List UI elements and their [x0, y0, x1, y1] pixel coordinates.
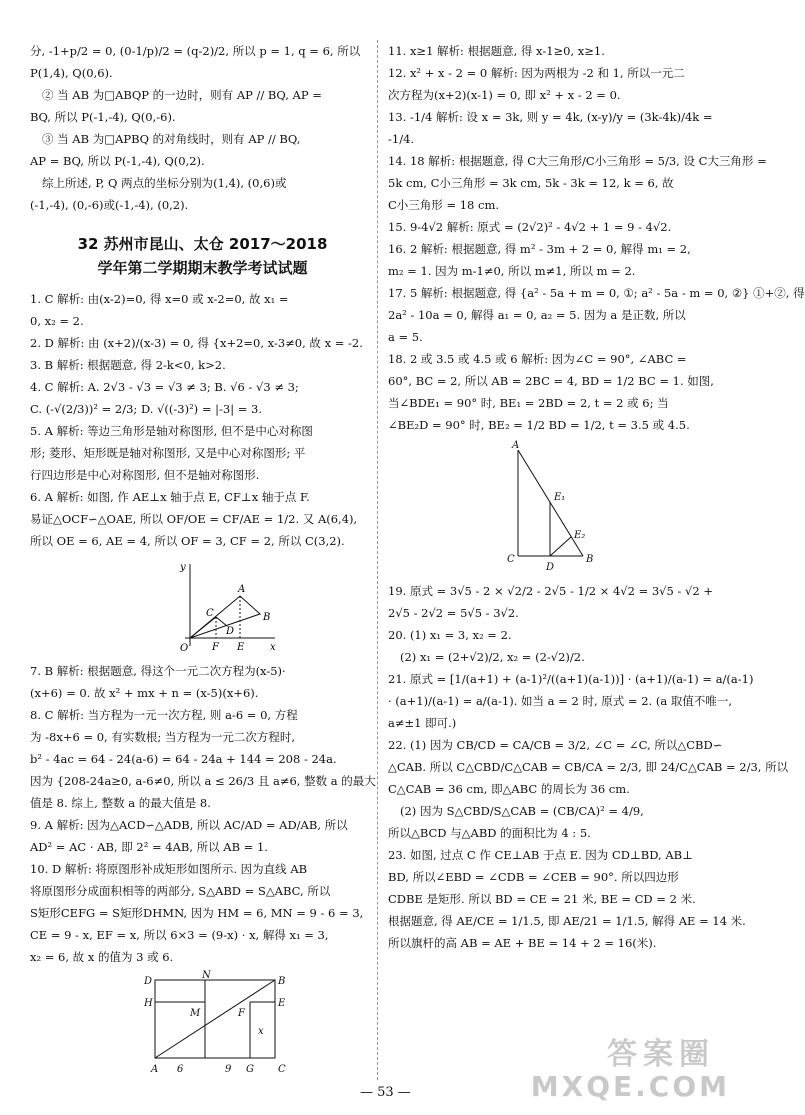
- fig2-label-H: H: [144, 998, 153, 1009]
- fig1-label-D: D: [226, 626, 235, 637]
- text-line: m₂ = 1. 因为 m-1≠0, 所以 m≠1, 所以 m = 2.: [388, 264, 636, 278]
- text-line: · (a+1)/(a-1) = a/(a-1). 如当 a = 2 时, 原式 = 2. (a 取值不唯一,: [388, 694, 732, 708]
- text-line: 将原图形分成面积相等的两部分, S△ABD = S△ABC, 所以: [30, 884, 331, 898]
- text-line: 7. B 解析: 根据题意, 得这个一元二次方程为(x-5)·: [30, 664, 286, 678]
- text-line: 0, x₂ = 2.: [30, 314, 84, 328]
- text-line: BQ, 所以 P(-1,-4), Q(0,-6).: [30, 110, 176, 124]
- text-line: 18. 2 或 3.5 或 4.5 或 6 解析: 因为∠C = 90°, ∠ABC =: [388, 352, 687, 366]
- right-block-1: [388, 40, 805, 436]
- watermark-url: MXQE.COM: [530, 1070, 730, 1103]
- text-line: (-1,-4), (0,-6)或(-1,-4), (0,2).: [30, 198, 189, 212]
- text-line: 形; 菱形、矩形既是轴对称图形, 又是中心对称图形; 平: [30, 446, 306, 460]
- text-line: 5k cm, C小三角形 = 3k cm, 5k - 3k = 12, k = 6, 故: [388, 176, 674, 190]
- left-block-1: [30, 40, 375, 216]
- fig1-label-O: O: [180, 643, 189, 654]
- left-block-2: [30, 288, 375, 552]
- text-line: 所以旗杆的高 AB = AE + BE = 14 + 2 = 16(米).: [388, 936, 657, 950]
- text-line: 19. 原式 = 3√5 - 2 × √2/2 - 2√5 - 1/2 × 4√2 = 3√5 - √2 +: [388, 584, 713, 598]
- fig2-label-9: 9: [225, 1064, 232, 1075]
- text-line: AD² = AC · AB, 即 2² = 4AB, 所以 AB = 1.: [30, 840, 268, 854]
- text-line: 4. C 解析: A. 2√3 - √3 = √3 ≠ 3; B. √6 - √3 ≠ 3;: [30, 380, 299, 394]
- text-line: 所以 OE = 6, AE = 4, 所以 OF = 3, CF = 2, 所以 C(3,2).: [30, 534, 345, 548]
- coordinate-figure: [30, 556, 375, 656]
- fig2-label-x: x: [258, 1026, 264, 1037]
- text-line: ③ 当 AB 为□APBQ 的对角线时，则有 AP // BQ,: [42, 132, 301, 146]
- text-line: 10. D 解析: 将原图形补成矩形如图所示. 因为直线 AB: [30, 862, 308, 876]
- text-line: 20. (1) x₁ = 3, x₂ = 2.: [388, 628, 512, 642]
- right-column: [388, 40, 805, 954]
- triangle-figure: [388, 440, 718, 576]
- text-line: 11. x≥1 解析: 根据题意, 得 x-1≥0, x≥1.: [388, 44, 605, 58]
- section-title: 32 苏州市昆山、太仓 2017～2018: [77, 235, 328, 253]
- text-line: △CAB. 所以 C△CBD/C△CAB = CB/CA = 2/3, 即 24/C△CAB = 2/3, 所以: [388, 760, 789, 774]
- fig1-label-B: B: [263, 612, 271, 623]
- text-line: 所以△BCD 与△ABD 的面积比为 4 : 5.: [388, 826, 591, 840]
- text-line: 2a² - 10a = 0, 解得 a₁ = 0, a₂ = 5. 因为 a 是正数, 所以: [388, 308, 686, 322]
- text-line: 2√5 - 2√2 = 5√5 - 3√2.: [388, 606, 519, 620]
- text-line: 12. x² + x - 2 = 0 解析: 因为两根为 -2 和 1, 所以一元二: [388, 66, 685, 80]
- text-line: ② 当 AB 为□ABQP 的一边时，则有 AP // BQ, AP =: [42, 88, 322, 102]
- text-line: CE = 9 - x, EF = x, 所以 6×3 = (9-x) · x, 解得 x₁ = 3,: [30, 928, 329, 942]
- left-column: [30, 40, 375, 1077]
- text-line: 23. 如图, 过点 C 作 CE⊥AB 于点 E. 因为 CD⊥BD, AB⊥: [388, 848, 693, 862]
- text-line: x₂ = 6, 故 x 的值为 3 或 6.: [30, 950, 174, 964]
- text-line: -1/4.: [388, 132, 415, 146]
- text-line: 分, -1+p/2 = 0, (0-1/p)/2 = (q-2)/2, 所以 p = 1, q = 6, 所以: [30, 44, 361, 58]
- fig1-label-y: y: [180, 562, 186, 573]
- fig2-label-F: F: [238, 1008, 245, 1019]
- fig2-label-E: E: [278, 998, 286, 1009]
- text-line: 为 -8x+6 = 0, 有实数根; 当方程为一元二次方程时,: [30, 730, 296, 744]
- fig3-label-C: C: [507, 554, 515, 565]
- fig1-label-C: C: [206, 608, 214, 619]
- text-line: C. (-√(2/3))² = 2/3; D. √((-3)²) = |-3| = 3.: [30, 402, 262, 416]
- fig2-label-B: B: [278, 976, 286, 987]
- text-line: 14. 18 解析: 根据题意, 得 C大三角形/C小三角形 = 5/3, 设 C大三角形 =: [388, 154, 767, 168]
- text-line: 行四边形是中心对称图形, 但不是轴对称图形.: [30, 468, 260, 482]
- fig2-label-N: N: [202, 970, 211, 981]
- text-line: 3. B 解析: 根据题意, 得 2-k<0, k>2.: [30, 358, 226, 372]
- text-line: P(1,4), Q(0,6).: [30, 66, 113, 80]
- fig1-label-F: F: [212, 642, 219, 653]
- text-line: 值是 8. 综上, 整数 a 的最大值是 8.: [30, 796, 211, 810]
- fig3-label-D: D: [546, 562, 555, 573]
- left-block-3: [30, 660, 375, 968]
- fig2-label-M: M: [190, 1008, 201, 1019]
- right-block-2: [388, 580, 789, 954]
- text-line: 当∠BDE₁ = 90° 时, BE₁ = 2BD = 2, t = 2 或 6; 当: [388, 396, 669, 410]
- text-line: a≠±1 即可.): [388, 716, 457, 730]
- fig3-label-E1: E₁: [554, 492, 566, 503]
- text-line: BD, 所以∠EBD = ∠CDB = ∠CEB = 90°. 所以四边形: [388, 870, 679, 884]
- text-line: 13. -1/4 解析: 设 x = 3k, 则 y = 4k, (x-y)/y = (3k-4k)/4k =: [388, 110, 713, 124]
- fig1-label-x: x: [270, 642, 276, 653]
- text-line: 60°, BC = 2, 所以 AB = 2BC = 4, BD = 1/2 BC = 1. 如图,: [388, 374, 714, 388]
- text-line: (2) x₁ = (2+√2)/2, x₂ = (2-√2)/2.: [400, 650, 585, 664]
- text-line: 易证△OCF∽△OAE, 所以 OF/OE = CF/AE = 1/2. 又 A(6,4),: [30, 512, 358, 526]
- rectangle-figure: [30, 972, 375, 1077]
- fig1-label-A: A: [238, 584, 246, 595]
- watermark-logo-text: 答案圈: [607, 1037, 715, 1072]
- section-subtitle: 学年第二学期期末教学考试试题: [97, 259, 308, 277]
- fig3-label-A: A: [512, 440, 520, 451]
- text-line: C△CAB = 36 cm, 即△ABC 的周长为 36 cm.: [388, 782, 630, 796]
- text-line: a = 5.: [388, 330, 423, 344]
- text-line: ∠BE₂D = 90° 时, BE₂ = 1/2 BD = 1/2, t = 3.5 或 4.5.: [388, 418, 690, 432]
- text-line: 22. (1) 因为 CB/CD = CA/CB = 3/2, ∠C = ∠C, 所以△CBD∽: [388, 738, 723, 752]
- fig3-label-E2: E₂: [574, 530, 586, 541]
- text-line: 21. 原式 = [1/(a+1) + (a-1)²/((a+1)(a-1))] · (a+1)/(a-1) = a/(a-1): [388, 672, 754, 686]
- text-line: (x+6) = 0. 故 x² + mx + n = (x-5)(x+6).: [30, 686, 259, 700]
- column-divider: [377, 40, 378, 1080]
- text-line: 1. C 解析: 由(x-2)=0, 得 x=0 或 x-2=0, 故 x₁ =: [30, 292, 289, 306]
- text-line: S矩形CEFG = S矩形DHMN, 因为 HM = 6, MN = 9 - 6 = 3,: [30, 906, 364, 920]
- fig2-label-A: A: [151, 1064, 159, 1075]
- text-line: 次方程为(x+2)(x-1) = 0, 即 x² + x - 2 = 0.: [388, 88, 621, 102]
- text-line: 16. 2 解析: 根据题意, 得 m² - 3m + 2 = 0, 解得 m₁ = 2,: [388, 242, 691, 256]
- text-line: 2. D 解析: 由 (x+2)/(x-3) = 0, 得 {x+2=0, x-3≠0, 故 x = -2.: [30, 336, 363, 350]
- text-line: 因为 {208-24a≥0, a-6≠0, 所以 a ≤ 26/3 且 a≠6, 整数 a 的最大: [30, 774, 376, 788]
- text-line: b² - 4ac = 64 - 24(a-6) = 64 - 24a + 144 = 208 - 24a.: [30, 752, 337, 766]
- text-line: C小三角形 = 18 cm.: [388, 198, 500, 212]
- page-number: — 53 —: [360, 1085, 411, 1100]
- text-line: 8. C 解析: 当方程为一元一次方程, 则 a-6 = 0, 方程: [30, 708, 298, 722]
- fig1-label-E: E: [237, 642, 245, 653]
- text-line: 5. A 解析: 等边三角形是轴对称图形, 但不是中心对称图: [30, 424, 313, 438]
- fig3-label-B: B: [586, 554, 594, 565]
- fig2-label-6: 6: [177, 1064, 184, 1075]
- text-line: (2) 因为 S△CBD/S△CAB = (CB/CA)² = 4/9,: [400, 804, 644, 818]
- text-line: 6. A 解析: 如图, 作 AE⊥x 轴于点 E, CF⊥x 轴于点 F.: [30, 490, 310, 504]
- fig2-label-G: G: [246, 1064, 254, 1075]
- text-line: 15. 9-4√2 解析: 原式 = (2√2)² - 4√2 + 1 = 9 - 4√2.: [388, 220, 672, 234]
- text-line: AP = BQ, 所以 P(-1,-4), Q(0,2).: [30, 154, 205, 168]
- text-line: 根据题意, 得 AE/CE = 1/1.5, 即 AE/21 = 1/1.5, 解得 AE = 14 米.: [388, 914, 746, 928]
- fig2-label-C: C: [278, 1064, 286, 1075]
- text-line: 综上所述, P, Q 两点的坐标分别为(1,4), (0,6)或: [42, 176, 287, 190]
- text-line: CDBE 是矩形. 所以 BD = CE = 21 米, BE = CD = 2 米.: [388, 892, 696, 906]
- text-line: 9. A 解析: 因为△ACD∽△ADB, 所以 AC/AD = AD/AB, 所以: [30, 818, 348, 832]
- fig2-label-D: D: [144, 976, 153, 987]
- text-line: 17. 5 解析: 根据题意, 得 {a² - 5a + m = 0, ①; a² - 5a - m = 0, ②} ①+②, 得: [388, 286, 805, 300]
